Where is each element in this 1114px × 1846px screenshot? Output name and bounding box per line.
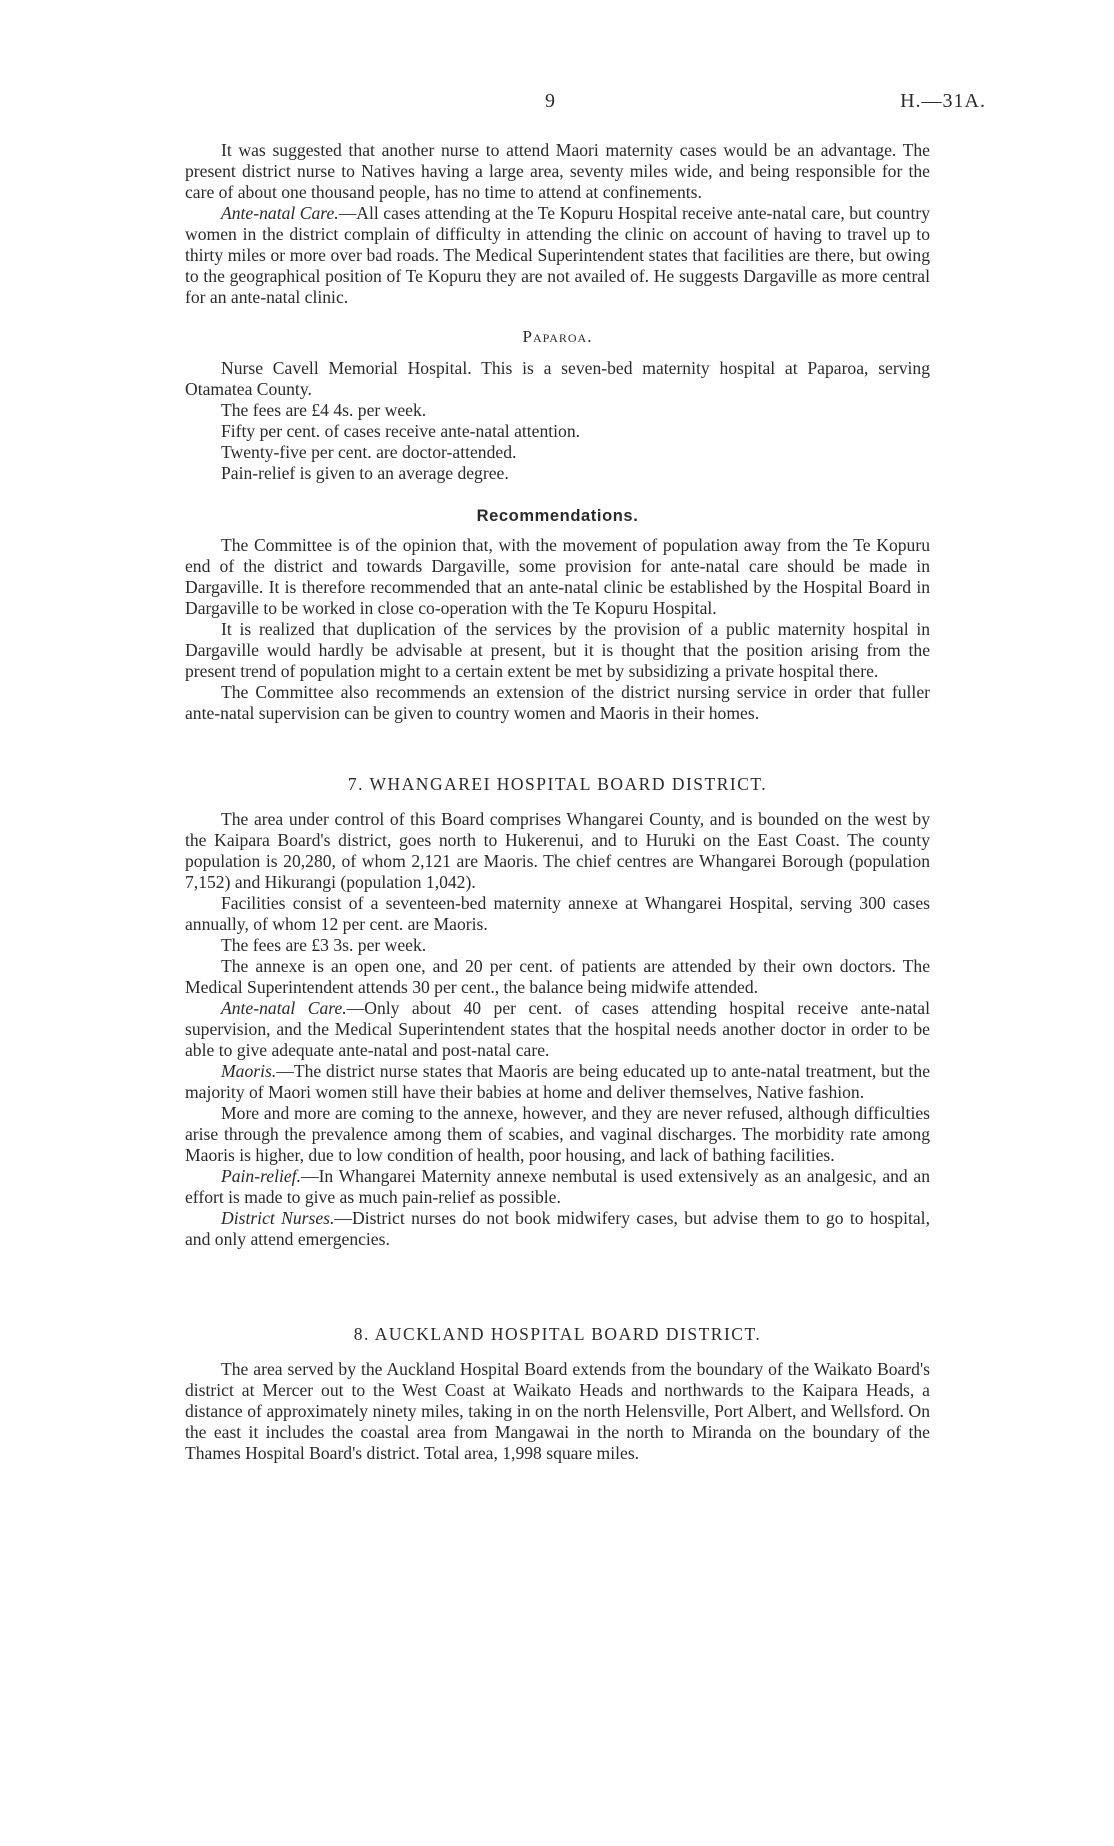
paragraph-body: —District nurses do not book midwifery cases, but advise them to go to hospital, and only attend emergencies. bbox=[185, 1208, 930, 1249]
paragraph: Fifty per cent. of cases receive ante-natal attention. bbox=[221, 421, 581, 441]
paragraph: The fees are £4 4s. per week. bbox=[221, 400, 427, 420]
section-heading-auckland: 8. AUCKLAND HOSPITAL BOARD DISTRICT. bbox=[353, 1324, 762, 1344]
paragraph bbox=[185, 1208, 930, 1250]
page-number: 9 bbox=[545, 90, 555, 112]
paragraph: It was suggested that another nurse to attend Maori maternity cases would be an advantage. The present district nurse to Natives having a large area, seventy miles wide, and being responsible for the care of about one thousand people, has no time to attend at confinements. bbox=[185, 140, 930, 202]
paragraph-body: —The district nurse states that Maoris are being educated up to ante-natal treatment, but the majority of Maori women still have their babies at home and deliver themselves, Native fashion. bbox=[185, 1061, 930, 1102]
paragraph-body: —All cases attending at the Te Kopuru Hospital receive ante-natal care, but country women in the district complain of difficulty in attending the clinic on account of having to travel up to thirty miles or more over bad roads. The Medical Superintendent states that facilities are there, but owing to the geographical position of Te Kopuru they are not availed of. He suggests Dargaville as more central for an ante-natal clinic. bbox=[185, 203, 930, 307]
paragraph: Pain-relief is given to an average degree. bbox=[221, 463, 509, 483]
paragraph: The annexe is an open one, and 20 per cent. of patients are attended by their own doctors. The Medical Superintendent attends 30 per cent., the balance being midwife attended. bbox=[185, 956, 930, 997]
section-heading-recommendations: Recommendations. bbox=[476, 507, 639, 525]
section-heading-whangarei: 7. WHANGAREI HOSPITAL BOARD DISTRICT. bbox=[347, 774, 768, 794]
paragraph: Facilities consist of a seventeen-bed maternity annexe at Whangarei Hospital, serving 300 cases annually, of whom 12 per cent. are Maoris. bbox=[185, 893, 930, 934]
paragraph bbox=[185, 1166, 930, 1208]
paragraph: Twenty-five per cent. are doctor-attended. bbox=[221, 442, 517, 462]
paragraph bbox=[185, 203, 930, 308]
paragraph: The fees are £3 3s. per week. bbox=[221, 935, 427, 955]
paragraph: Nurse Cavell Memorial Hospital. This is a seven-bed maternity hospital at Paparoa, serving Otamatea County. bbox=[185, 358, 930, 399]
section-heading-paparoa: Paparoa. bbox=[522, 327, 593, 346]
paragraph: More and more are coming to the annexe, however, and they are never refused, although difficulties arise through the prevalence among them of scabies, and vaginal discharges. The morbidity rate among Maoris is higher, due to low condition of health, poor housing, and lack of bathing facilities. bbox=[185, 1103, 930, 1165]
paragraph: The area served by the Auckland Hospital Board extends from the boundary of the Waikato Board's district at Mercer out to the West Coast at Waikato Heads and northwards to the Kaipara Heads, a distance of approximately ninety miles, taking in on the north Helensville, Port Albert, and Wellsford. On the east it includes the coastal area from Mangawai in the north to Miranda on the boundary of the Thames Hospital Board's district. Total area, 1,998 square miles. bbox=[185, 1359, 930, 1463]
paragraph-body: —In Whangarei Maternity annexe nembutal is used extensively as an analgesic, and an effort is made to give as much pain-relief as possible. bbox=[185, 1166, 930, 1207]
paragraph: The Committee is of the opinion that, with the movement of population away from the Te Kopuru end of the district and towards Dargaville, some provision for ante-natal care should be made in Dargaville. It is therefore recommended that an ante-natal clinic be established by the Hospital Board in Dargaville to be worked in close co-operation with the Te Kopuru Hospital. bbox=[185, 535, 930, 618]
paragraph-lead: Pain-relief. bbox=[221, 1166, 301, 1186]
paragraph bbox=[185, 1061, 930, 1103]
paragraph bbox=[185, 998, 930, 1061]
paragraph-body: —Only about 40 per cent. of cases attending hospital receive ante-natal supervision, and the Medical Superintendent states that the hospital needs another doctor in order to be able to give adequate ante-natal and post-natal care. bbox=[185, 998, 930, 1060]
page-body bbox=[185, 140, 930, 1464]
paragraph-lead: Ante-natal Care. bbox=[221, 203, 339, 223]
paragraph: It is realized that duplication of the services by the provision of a public maternity hospital in Dargaville would hardly be advisable at present, but it is thought that the position arising from the present trend of population might to a certain extent be met by subsidizing a private hospital there. bbox=[185, 619, 930, 681]
paragraph-lead: District Nurses. bbox=[221, 1208, 335, 1228]
document-reference: H.—31A. bbox=[900, 90, 986, 112]
paragraph: The Committee also recommends an extension of the district nursing service in order that fuller ante-natal supervision can be given to country women and Maoris in their homes. bbox=[185, 682, 930, 723]
paragraph: The area under control of this Board comprises Whangarei County, and is bounded on the west by the Kaipara Board's district, goes north to Hukerenui, and to Huruki on the East Coast. The county population is 20,280, of whom 2,121 are Maoris. The chief centres are Whangarei Borough (population 7,152) and Hikurangi (population 1,042). bbox=[185, 809, 930, 892]
paragraph-lead: Maoris. bbox=[221, 1061, 277, 1081]
paragraph-lead: Ante-natal Care. bbox=[221, 998, 347, 1018]
